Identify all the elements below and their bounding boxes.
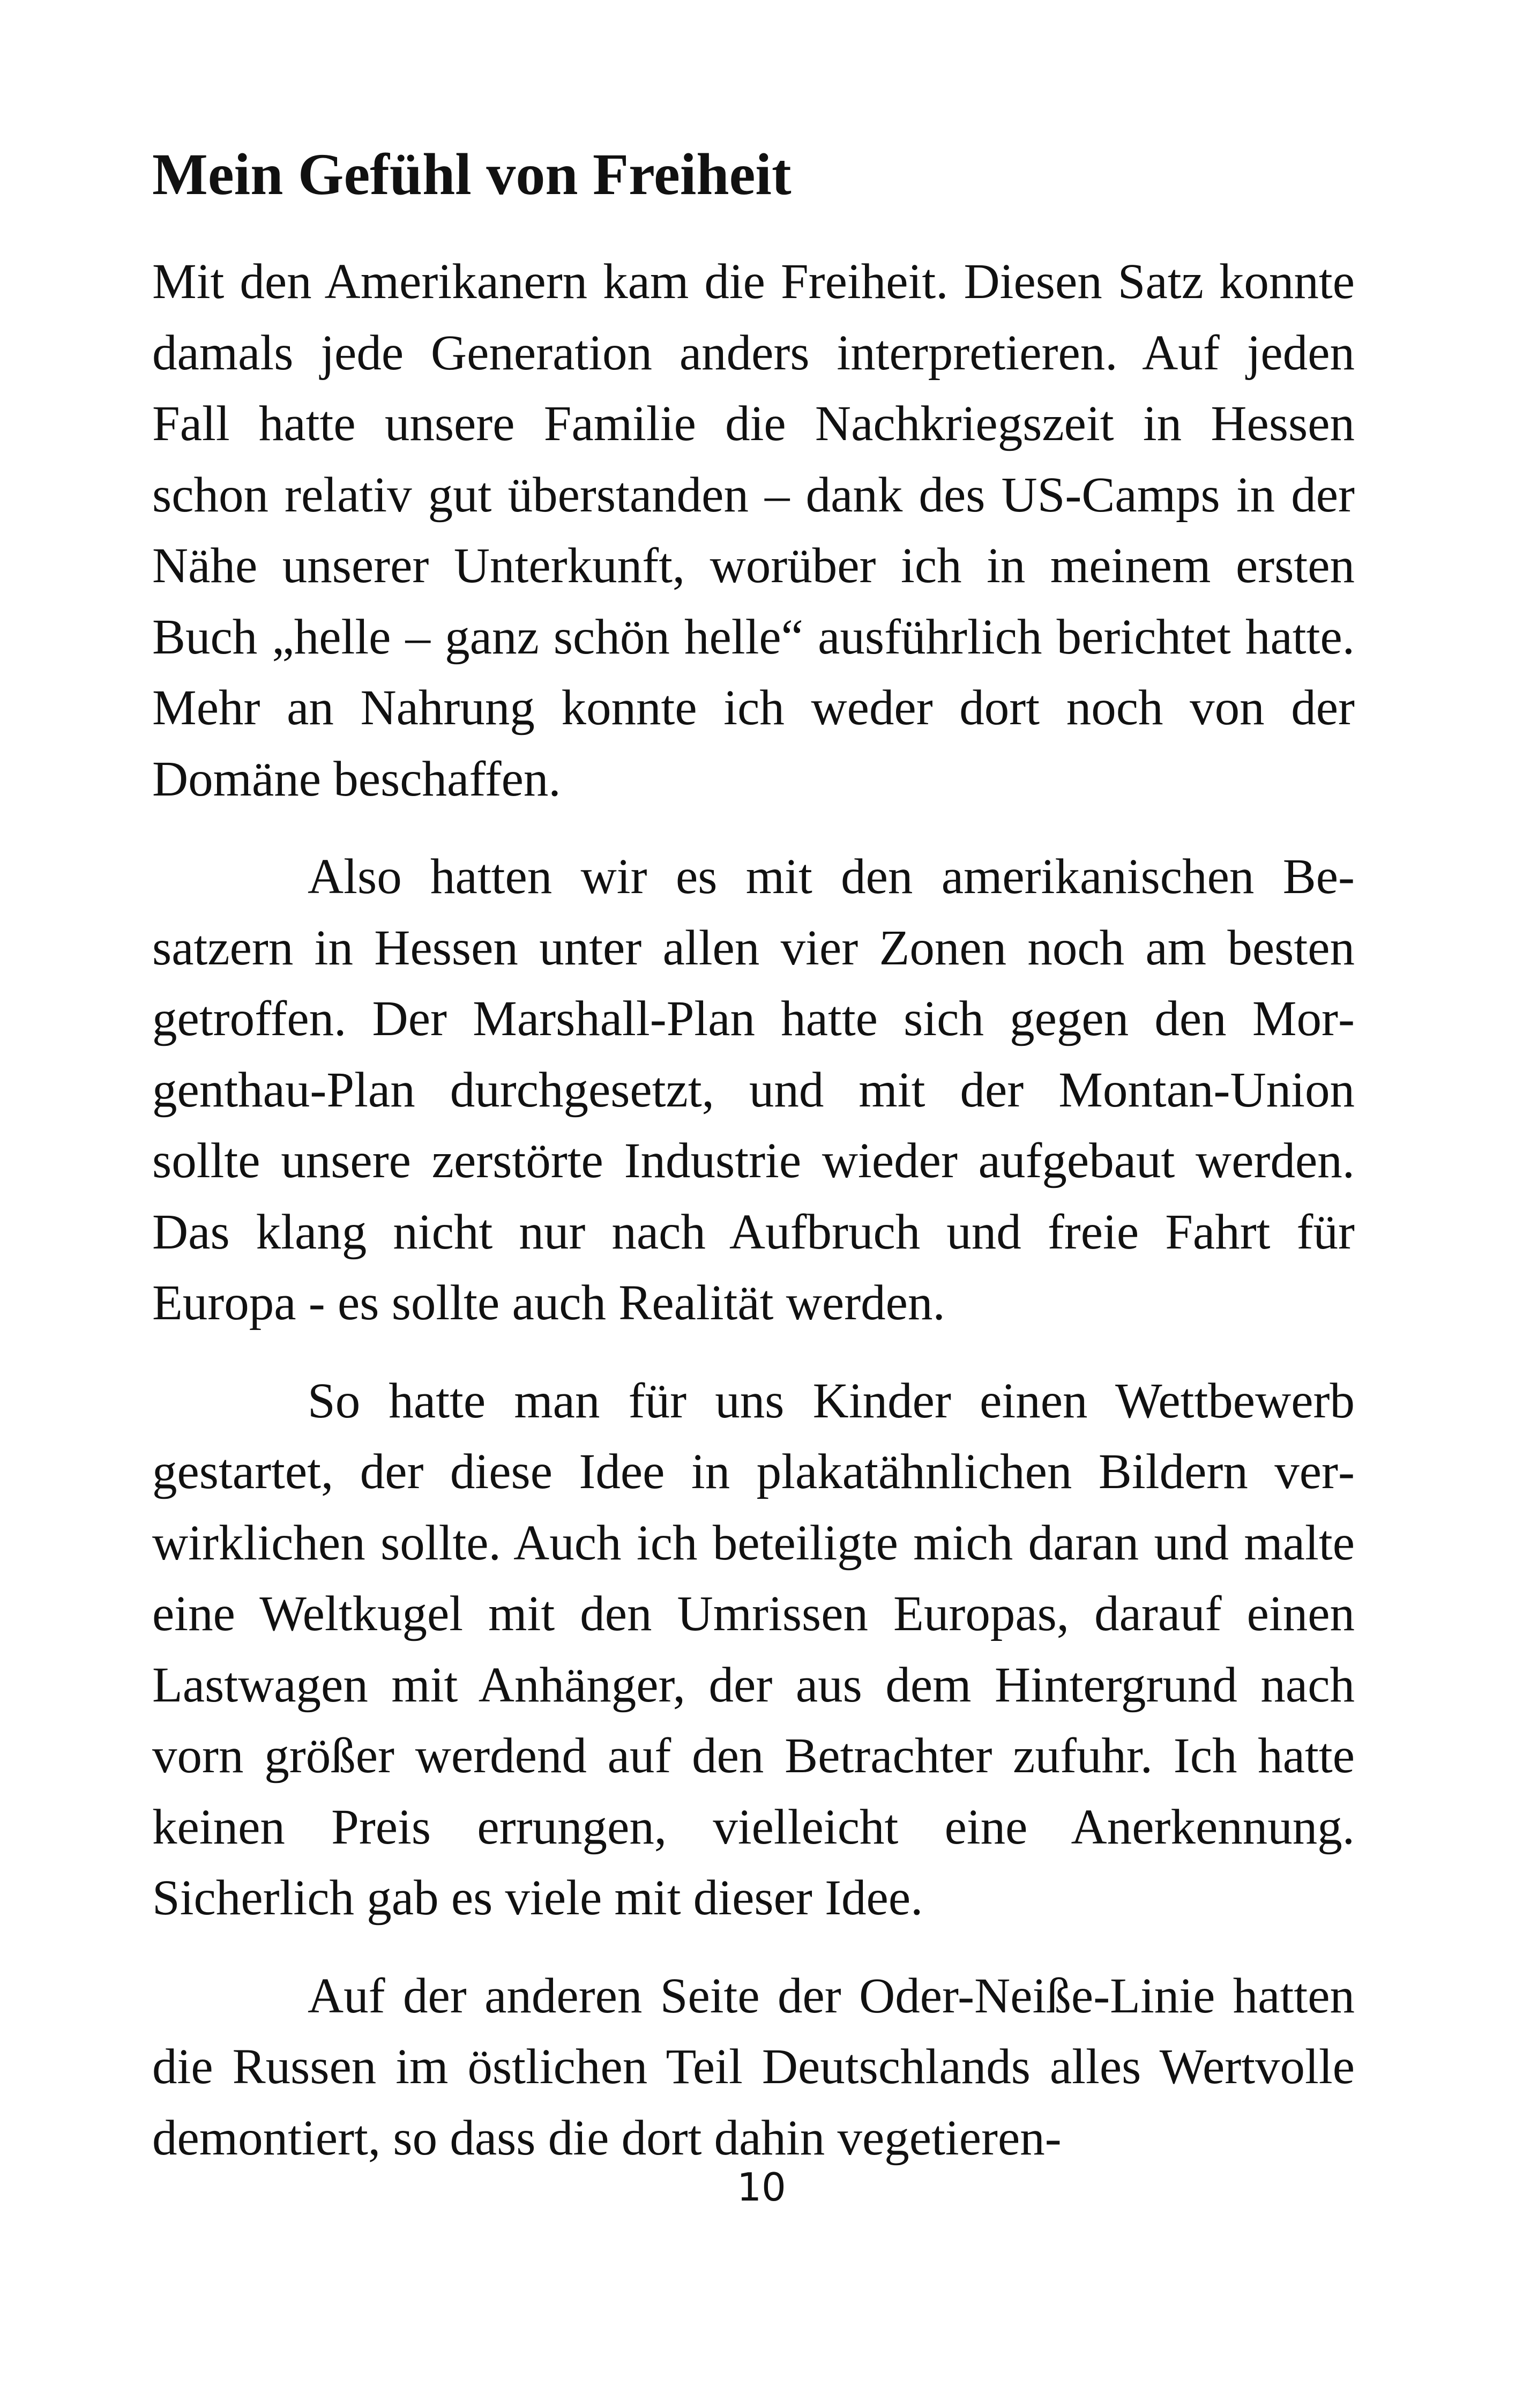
page-number: 10: [737, 2165, 786, 2210]
book-page: [152, 134, 1355, 2201]
paragraph-3: So hatte man für uns Kinder einen Wettbewerb gestartet, der diese Idee in plakatähnlichen Bildern verwirklichen sollte. Auch ich beteiligte mich daran und malte eine Weltkugel mit den Umrissen Europas, darauf einen Lastwagen mit Anhänger, der aus dem Hintergrund nach vorn größer werdend auf den Betrachter zufuhr. Ich hatte keinen Preis errungen, vielleicht eine Anerkennung. Sicherlich gab es viele mit dieser Idee.: [152, 1373, 1355, 1926]
paragraph-2: Also hatten wir es mit den amerikanischen Besatzern in Hessen unter allen vier Zonen noch am besten getroffen. Der Marshall-Plan hatte sich gegen den Morgenthau-Plan durchgesetzt, und mit der Montan-Union sollte unsere zerstörte Industrie wieder aufgebaut werden. Das klang nicht nur nach Aufbruch und freie Fahrt für Europa - es sollte auch Realität werden.: [152, 849, 1355, 1331]
paragraph-1: Mit den Amerikanern kam die Freiheit. Diesen Satz konnte damals jede Generation anders interpretieren. Auf jeden Fall hatte unsere Familie die Nachkriegszeit in Hessen schon relativ gut überstanden – dank des US-Camps in der Nähe unserer Unterkunft, worüber ich in meinem ersten Buch „helle – ganz schön helle“ ausführlich berichtet hatte. Mehr an Nahrung konnte ich weder dort noch von der Domäne beschaffen.: [152, 254, 1355, 807]
chapter-title: Mein Gefühl von Freiheit: [152, 142, 792, 207]
paragraph-4: Auf der anderen Seite der Oder-Neiße-Linie hatten die Russen im östlichen Teil Deutschlands alles Wertvolle demontiert, so dass die dort dahin vegetieren-: [152, 1968, 1355, 2166]
